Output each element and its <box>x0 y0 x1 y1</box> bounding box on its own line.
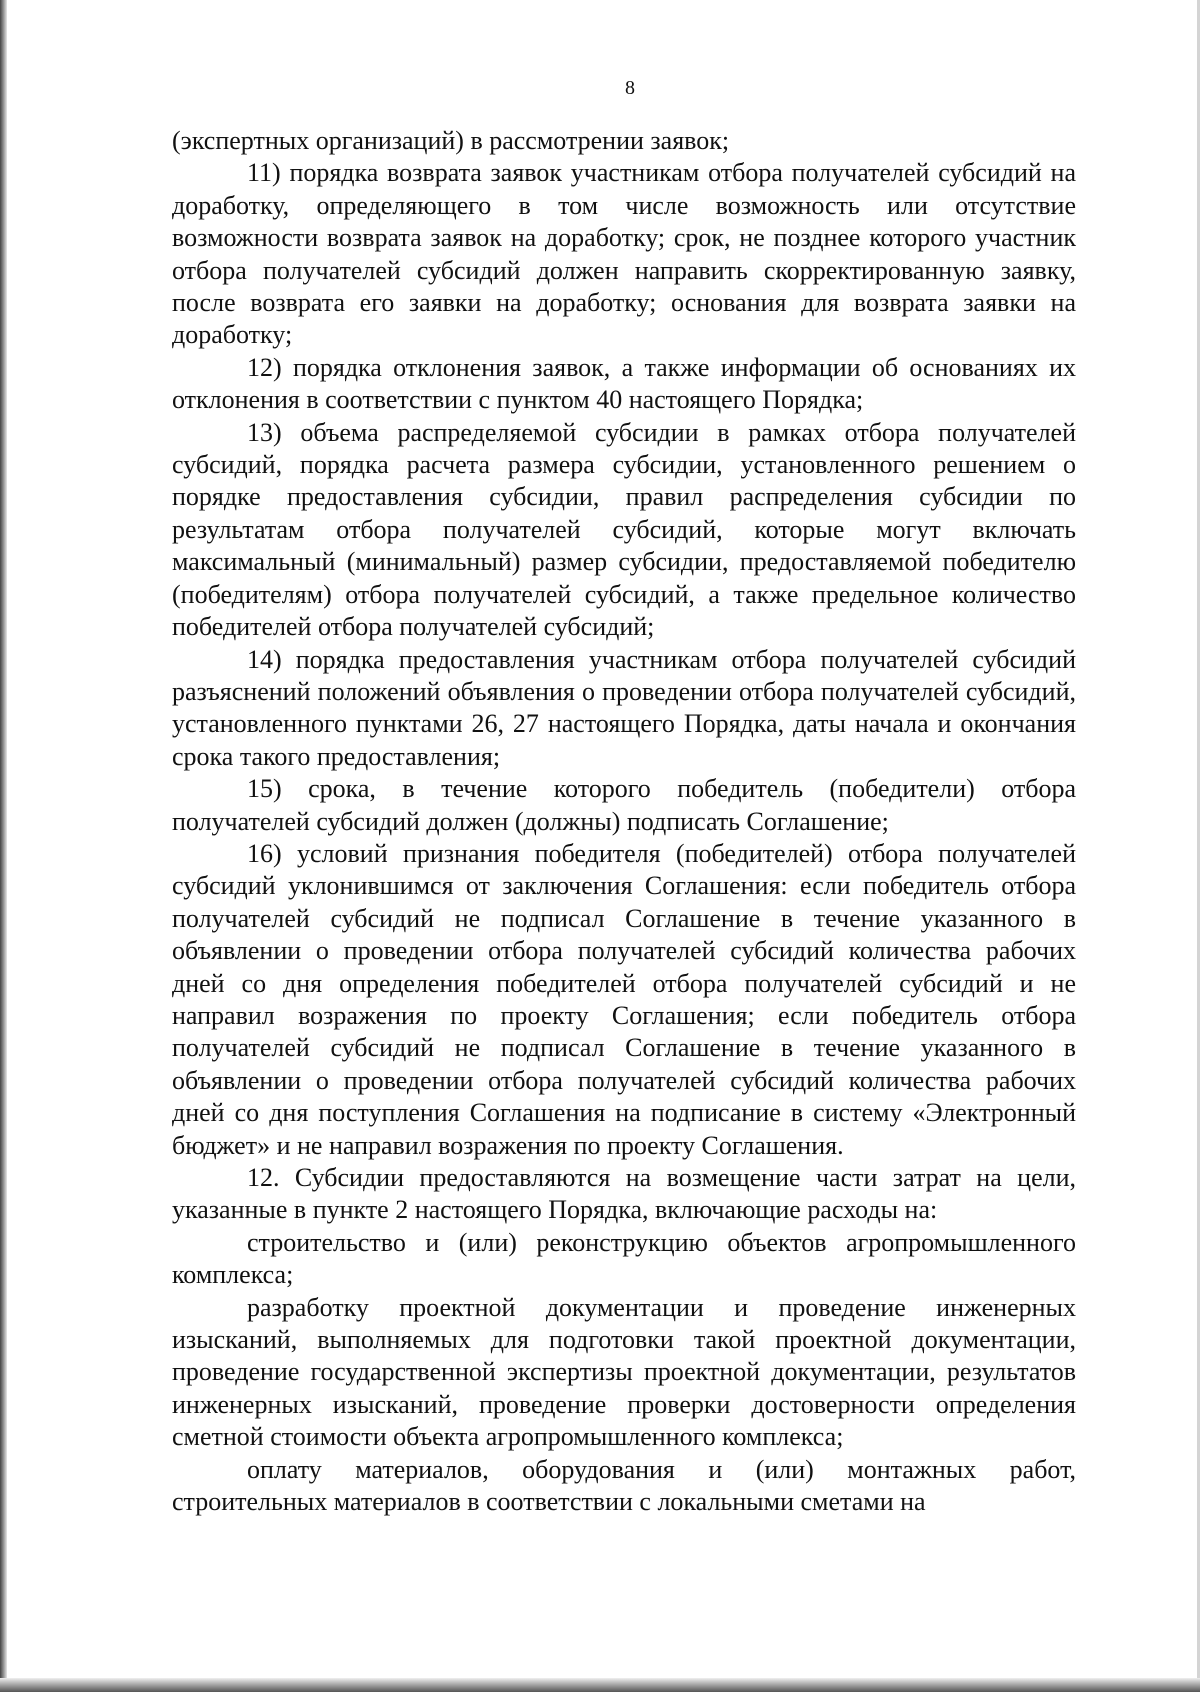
paragraph-section-12: 12. Субсидии предоставляются на возмещение части затрат на цели, указанные в пункте 2 настоящего Порядка, включающие расходы на: <box>172 1163 1076 1225</box>
paragraph-continuation: (экспертных организаций) в рассмотрении заявок; <box>172 126 730 155</box>
paragraph-design-docs: разработку проектной документации и проведение инженерных изысканий, выполняемых для подготовки такой проектной документации, проведение государственной экспертизы проектной документации, результатов инженерных изысканий, проведение проверки достоверности определения сметной стоимости объекта агропромышленного комплекса; <box>172 1292 1076 1452</box>
paragraph-item-13: 13) объема распределяемой субсидии в рамках отбора получателей субсидий, порядка расчета размера субсидии, установленного решением о порядке предоставления субсидии, правил распределения субсидии по результатам отбора получателей субсидий, которые могут включать максимальный (минимальный) размер субсидии, предоставляемой победителю (победителям) отбора получателей субсидий, а также предельное количество победителей отбора получателей субсидий; <box>172 417 1076 642</box>
page-number: 8 <box>625 77 635 99</box>
paragraph-item-12: 12) порядка отклонения заявок, а также информации об основаниях их отклонения в соответствии с пунктом 40 настоящего Порядка; <box>172 352 1076 415</box>
paragraph-item-14: 14) порядка предоставления участникам отбора получателей субсидий разъяснений положений объявления о проведении отбора получателей субсидий, установленного пунктами 26, 27 настоящего Порядка, даты начала и окончания срока такого предоставления; <box>172 644 1076 771</box>
paragraph-item-15: 15) срока, в течение которого победитель (победители) отбора получателей субсидий должен (должны) подписать Соглашение; <box>172 774 1076 836</box>
paragraph-materials: оплату материалов, оборудования и (или) монтажных работ, строительных материалов в соответствии с локальными сметами на <box>172 1454 1076 1517</box>
document-body <box>172 125 1076 1518</box>
paragraph-item-16: 16) условий признания победителя (победителей) отбора получателей субсидий уклонившимся от заключения Соглашения: если победитель отбора получателей субсидий не подписал Соглашение в течение указанного в объявлении о проведении отбора получателей субсидий количества рабочих дней со дня определения победителей отбора получателей субсидий и не направил возражения по проекту Соглашения; если победитель отбора получателей субсидий не подписал Соглашение в течение указанного в объявлении о проведении отбора получателей субсидий количества рабочих дней со дня поступления Соглашения на подписание в систему «Электронный бюджет» и не направил возражения по проекту Соглашения. <box>172 838 1076 1160</box>
paragraph-item-11: 11) порядка возврата заявок участникам отбора получателей субсидий на доработку, определяющего в том числе возможность или отсутствие возможности возврата заявок на доработку; срок, не позднее которого участник отбора получателей субсидий должен направить скорректированную заявку, после возврата его заявки на доработку; основания для возврата заявки на доработку; <box>172 158 1076 350</box>
paragraph-construction: строительство и (или) реконструкцию объектов агропромышленного комплекса; <box>172 1227 1076 1290</box>
